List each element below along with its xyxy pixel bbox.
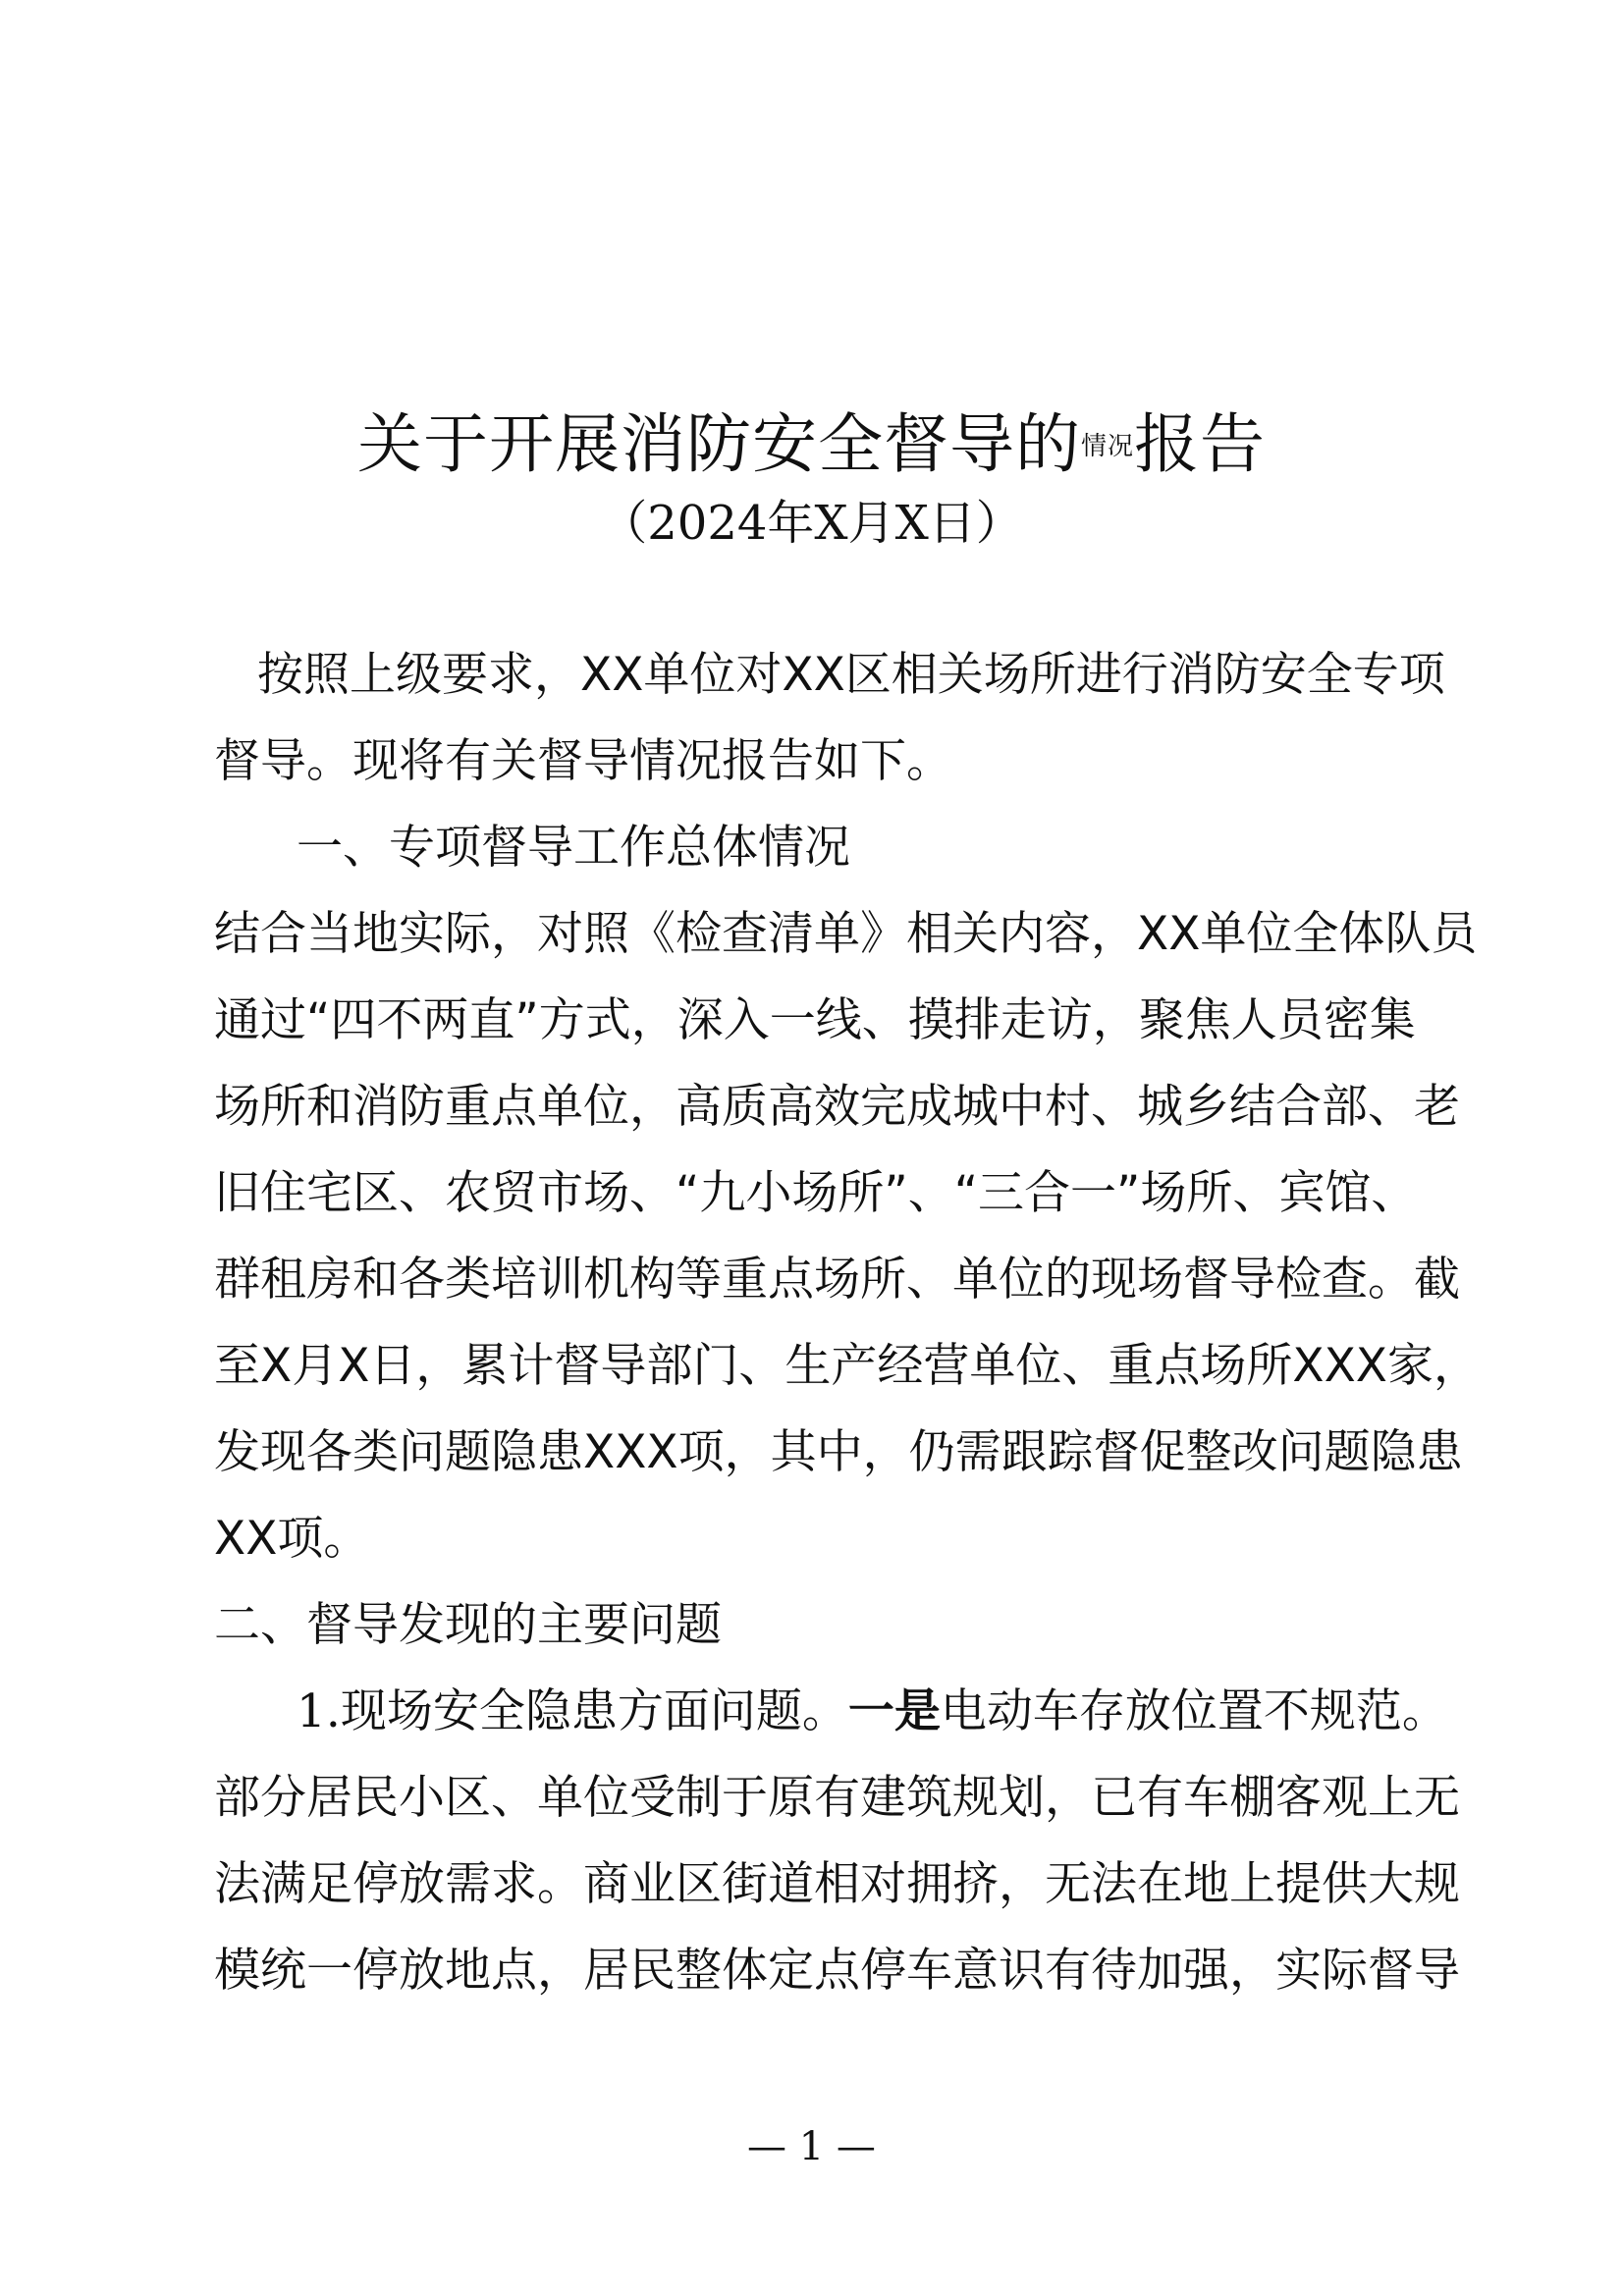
item1-first-line	[297, 1673, 1448, 1751]
item1-heading: 现场安全隐患方面问题。	[340, 1684, 848, 1738]
intro-line-2: 督导。现将有关督导情况报告如下。	[214, 734, 952, 788]
section1-line-2: 通过“四不两直”方式，深入一线、摸排走访，聚焦人员密集	[214, 993, 1416, 1047]
document-date: （2024年X月X日）	[600, 496, 1023, 551]
section1-line-8: XX项。	[214, 1512, 370, 1566]
section1-line-5: 群租房和各类培训机构等重点场所、单位的现场督导检查。截	[214, 1253, 1460, 1307]
item1-line-4: 模统一停放地点，居民整体定点停车意识有待加强，实际督导	[214, 1944, 1460, 1998]
item1-line-2: 部分居民小区、单位受制于原有建筑规划，已有车棚客观上无	[214, 1771, 1460, 1825]
item1-bold-label: 一是	[847, 1684, 941, 1738]
item1-line-3: 法满足停放需求。商业区街道相对拥挤，无法在地上提供大规	[214, 1857, 1460, 1911]
section1-heading: 一、专项督导工作总体情况	[297, 821, 850, 875]
title-end-text: 报告	[1134, 406, 1266, 482]
page-number: — 1 —	[747, 2124, 876, 2169]
section1-line-7: 发现各类问题隐患XXX项，其中，仍需跟踪督促整改问题隐患	[214, 1425, 1463, 1479]
section2-heading: 二、督导发现的主要问题	[214, 1598, 722, 1652]
section1-line-3: 场所和消防重点单位，高质高效完成城中村、城乡结合部、老	[214, 1080, 1460, 1134]
intro-line-1: 按照上级要求，XX单位对XX区相关场所进行消防安全专项	[257, 648, 1445, 702]
section1-line-6: 至X月X日，累计督导部门、生产经营单位、重点场所XXX家，	[214, 1339, 1480, 1393]
title-main-text: 关于开展消防安全督导的	[356, 406, 1081, 482]
document-title	[0, 400, 1623, 491]
section1-line-1: 结合当地实际，对照《检查清单》相关内容，XX单位全体队员	[214, 907, 1478, 961]
item1-first-text: 电动车存放位置不规范。	[940, 1684, 1448, 1738]
section1-line-4: 旧住宅区、农贸市场、“九小场所”、“三合一”场所、宾馆、	[214, 1166, 1418, 1220]
item1-number: 1.	[297, 1684, 341, 1738]
title-small-text: 情况	[1080, 432, 1134, 461]
